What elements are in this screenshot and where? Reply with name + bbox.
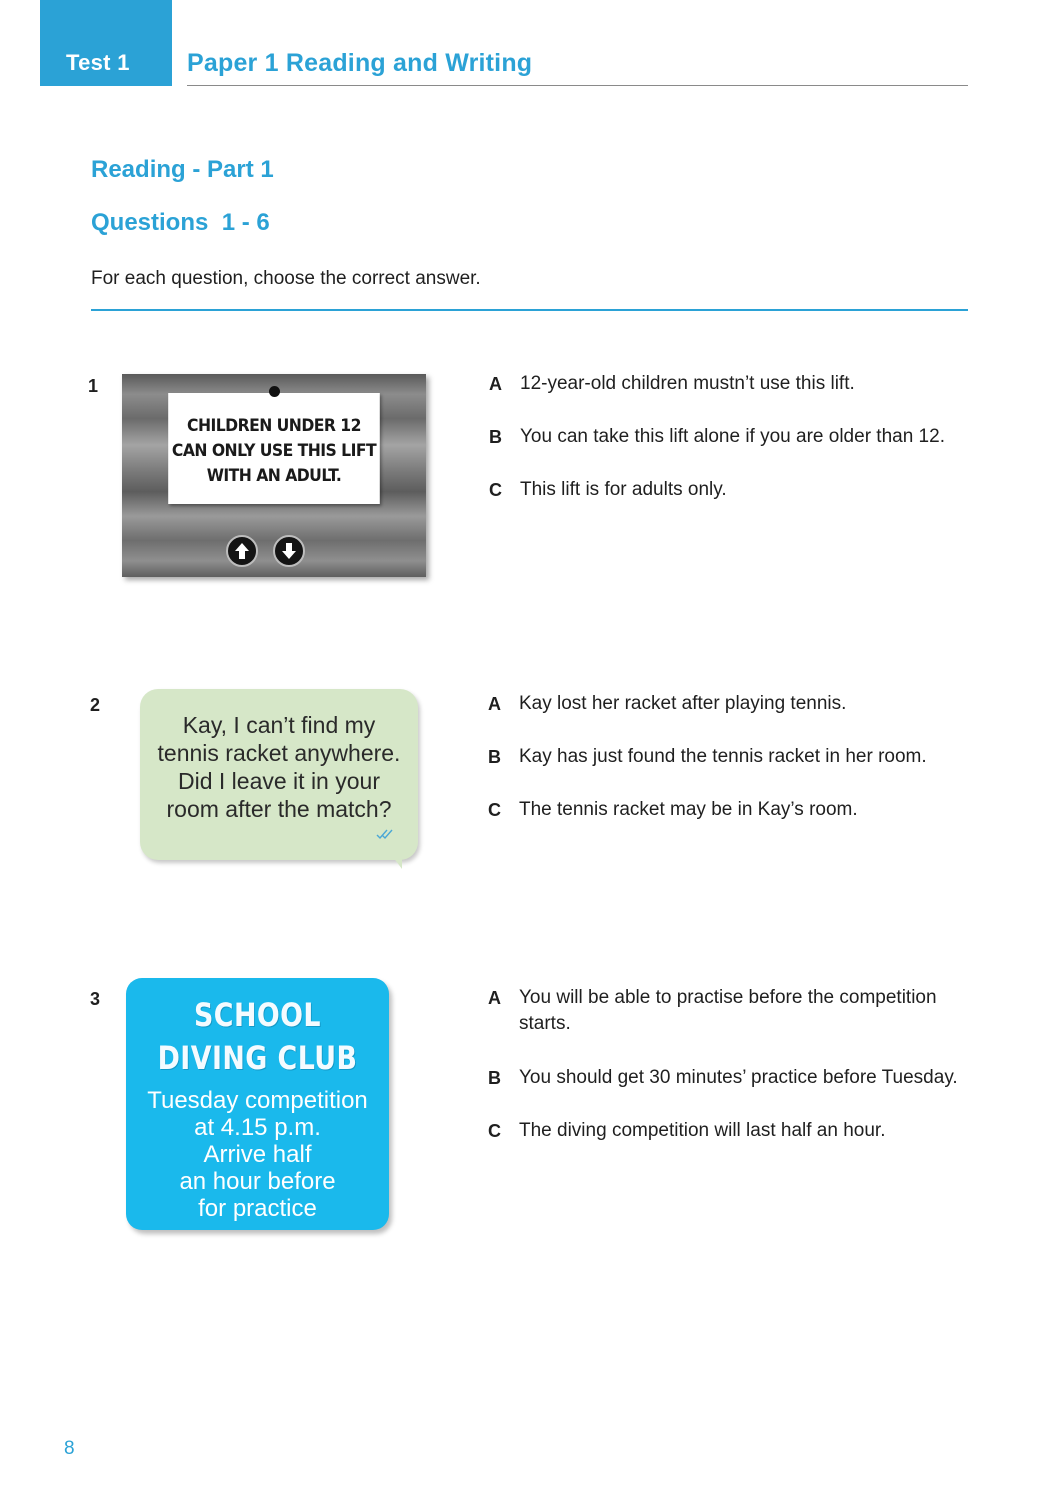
question-number: 1 [88, 376, 99, 396]
header-divider [187, 85, 968, 86]
option-text: The diving competition will last half an hour. [519, 1120, 886, 1141]
option-text: Kay lost her racket after playing tennis. [519, 693, 847, 714]
poster-body [126, 1087, 389, 1222]
arrow-down-icon [273, 535, 305, 567]
test-label: Test 1 [40, 0, 172, 86]
option-letter: A [488, 988, 501, 1008]
read-ticks-icon [376, 818, 396, 846]
option-b[interactable] [488, 744, 988, 770]
option-text: You should get 30 minutes’ practice before Tuesday. [519, 1067, 958, 1088]
option-letter: C [488, 800, 501, 820]
message-line: Kay, I can’t find my [182, 712, 376, 738]
section-title: Reading - Part 1 [91, 156, 274, 183]
option-text: You will be able to practise before the competition starts. [519, 987, 937, 1034]
option-c[interactable] [489, 477, 989, 503]
option-text: Kay has just found the tennis racket in her room. [519, 746, 927, 767]
option-letter: B [488, 1068, 501, 1088]
option-letter: B [488, 747, 501, 767]
option-text: 12-year-old children mustn’t use this lift. [520, 373, 855, 394]
sign-line: CHILDREN UNDER 12 [187, 416, 361, 436]
option-text: You can take this lift alone if you are older than 12. [520, 426, 945, 447]
poster-line: for practice [198, 1195, 317, 1222]
option-a[interactable] [488, 985, 988, 1037]
question-number: 2 [90, 695, 101, 715]
sign-line: CAN ONLY USE THIS LIFT [171, 441, 377, 461]
option-letter: A [489, 374, 502, 394]
option-letter: C [489, 480, 502, 500]
message-line: tennis racket anywhere. [157, 740, 401, 766]
question-2-options [488, 691, 988, 823]
option-c[interactable] [488, 1118, 988, 1144]
lift-sign [168, 393, 380, 504]
poster-line: an hour before [179, 1168, 336, 1195]
poster-title-line: SCHOOL [194, 996, 321, 1034]
arrow-up-icon [226, 535, 258, 567]
sign-line: WITH AN ADULT. [206, 466, 342, 486]
option-text: This lift is for adults only. [520, 479, 727, 500]
question-3-options [488, 985, 988, 1144]
page-number: 8 [64, 1438, 75, 1459]
message-bubble [140, 689, 418, 860]
questions-range-title: Questions 1 - 6 [91, 209, 270, 236]
option-b[interactable] [489, 424, 989, 450]
poster-line: Arrive half [203, 1141, 312, 1168]
option-letter: C [488, 1121, 501, 1141]
option-a[interactable] [489, 371, 989, 397]
option-letter: A [488, 694, 501, 714]
poster-line: Tuesday competition [147, 1087, 368, 1114]
poster-title-line: DIVING CLUB [157, 1039, 358, 1077]
poster-line: at 4.15 p.m. [194, 1114, 321, 1141]
question-number: 3 [90, 989, 101, 1009]
lift-panel-image [122, 374, 426, 577]
camera-dot-icon [269, 386, 280, 397]
option-text: The tennis racket may be in Kay’s room. [519, 799, 858, 820]
option-letter: B [489, 427, 502, 447]
instruction-text: For each question, choose the correct answer. [91, 268, 481, 289]
option-c[interactable] [488, 797, 988, 823]
option-b[interactable] [488, 1065, 988, 1091]
diving-club-poster [126, 978, 389, 1230]
option-a[interactable] [488, 691, 988, 717]
message-line: Did I leave it in your [178, 768, 380, 794]
message-line: room after the match? [166, 796, 392, 822]
question-1-options [489, 371, 989, 503]
paper-title: Paper 1 Reading and Writing [187, 49, 533, 77]
bubble-tail [390, 853, 402, 869]
instruction-divider [91, 309, 968, 311]
